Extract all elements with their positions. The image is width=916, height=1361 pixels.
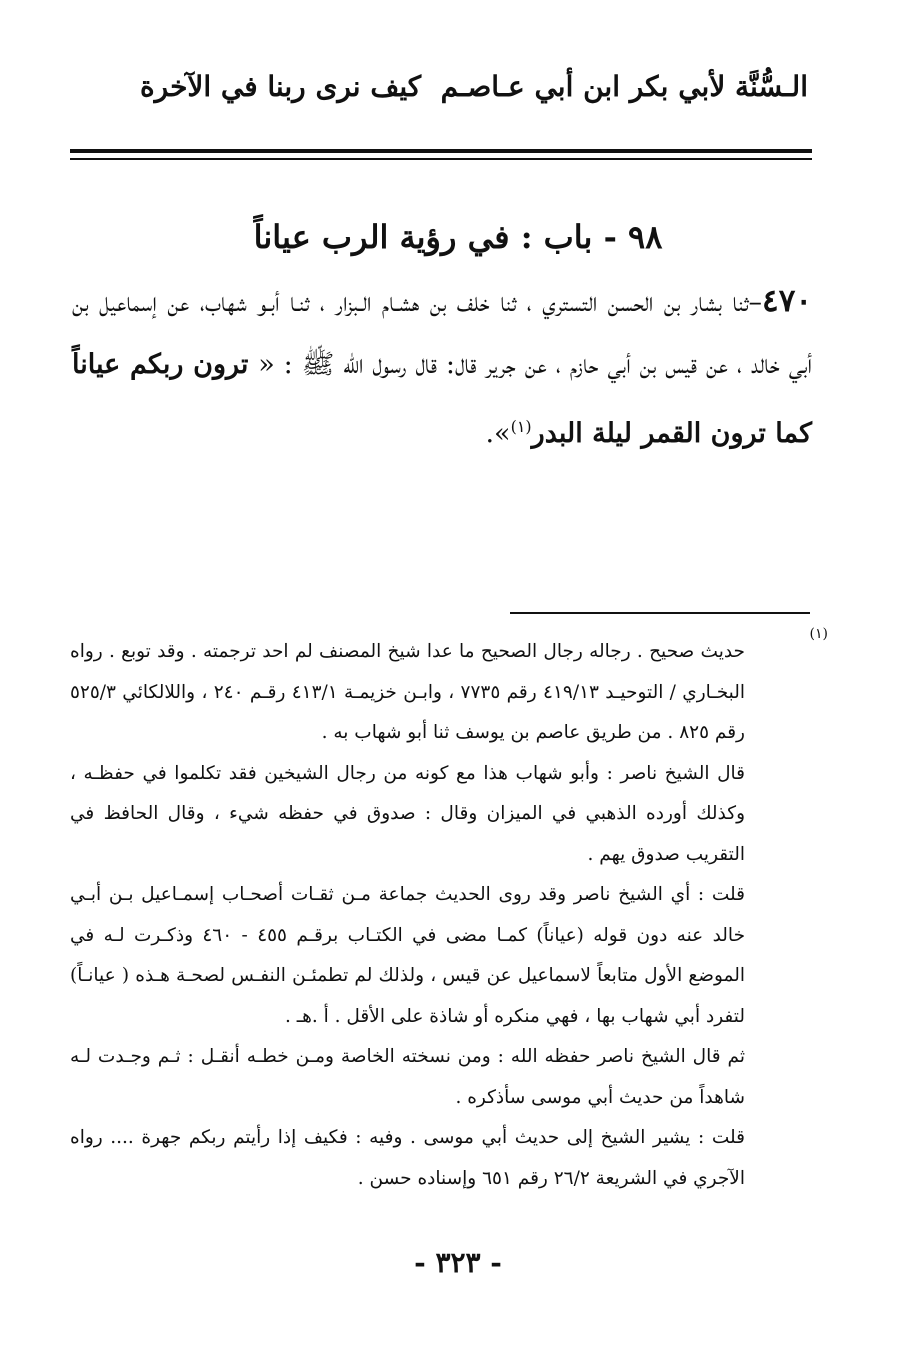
header-rule-thin	[70, 158, 812, 160]
running-header-section-title: كيف نرى ربنا في الآخرة	[140, 70, 422, 103]
footnote-marker: (١)	[809, 626, 828, 642]
footnote-paragraph: قلت : أي الشيخ ناصر وقد روى الحديث جماعة مـن ثقـات أصحـاب إسمـاعيل بـن أبـي خالد عنه دون قوله (عياناً) كمـا مضى في الكتـاب برقـم ٤٥٥ - ٤٦٠ وذكـرت لـه في الموضع الأول متابعاً لاسماعيل عن قيس ، ولذلك لم تطمئـن النفـس لصحـة هـذه ( عيانـاً) لتفرد أبي شهاب بها ، فهي منكره أو شاذة على الأقل . أ .هـ .	[70, 884, 746, 1027]
footnote-paragraph: قلت : يشير الشيخ إلى حديث أبي موسى . وفيه : فكيف إذا رأيتم ربكم جهرة .... رواه الآجري في الشريعة ٢٦/٢ رقم ٦٥١ وإسناده حسن .	[70, 1127, 745, 1189]
running-header-book-title: الـسُّنَّة لأبي بكر ابن أبي عـاصـم	[440, 70, 808, 103]
footnote-reference: (١)	[510, 417, 532, 436]
hadith-quote: ترون ربكم عياناً كما ترون القمر ليلة البدر	[72, 349, 812, 449]
footnote-paragraph: قال الشيخ ناصر : وأبو شهاب هذا مع كونه من رجال الشيخين فقد تكلموا في حفظـه ، وكذلك أورده الذهبي في الميزان وقال : صدوق في حفظه شيء ، وقال الحافظ في التقريب صدوق يهم .	[70, 762, 745, 865]
hadith-text	[72, 270, 812, 465]
chapter-heading: ٩٨ - باب : في رؤية الرب عياناً	[253, 218, 663, 256]
page-number: - ٣٢٣ -	[414, 1246, 502, 1279]
hadith-chain: –ثنا بشار بن الحسن التستري ، ثنا خلف بن هشـام الـبزار ، ثنـا أبـو شهاب، عن إسماعيل بن أبي خالد ، عن قيس بن أبي حازم ، عن جرير قال: قال رسول الله ﷺ : «	[72, 287, 813, 380]
footnote-body	[70, 632, 745, 1199]
footnote-separator	[510, 612, 810, 614]
footnote-paragraph: ثم قال الشيخ ناصر حفظه الله : ومن نسخته الخاصة ومـن خطـه أنقـل : ثـم وجـدت لـه شاهداً من حديث أبي موسى سأذكره .	[70, 1046, 745, 1108]
header-rule-thick	[70, 149, 812, 153]
hadith-number: ٤٧٠	[762, 283, 812, 319]
footnote-paragraph: حديث صحيح . رجاله رجال الصحيح ما عدا شيخ المصنف لم احد ترجمته . وقد توبع . رواه البخـاري / التوحيـد ٤١٩/١٣ رقم ٧٧٣٥ ، وابـن خزيمـة ٤١٣/١ رقـم ٢٤٠ ، واللالكائي ٥٢٥/٣ رقم ٨٢٥ . من طريق عاصم بن يوسف ثنا أبو شهاب به .	[70, 641, 746, 743]
hadith-ending: ».	[485, 418, 511, 449]
